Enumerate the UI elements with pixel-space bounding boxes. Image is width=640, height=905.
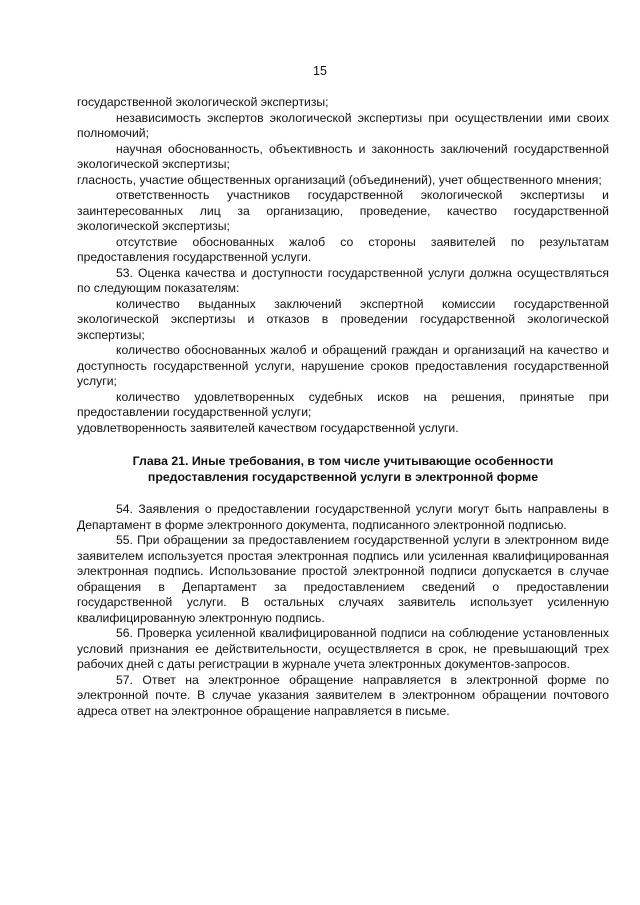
paragraph: ответственность участников государственной экологической экспертизы и заинтересованных лиц за организацию, проведение, качество государственной экологической экспертизы;	[77, 188, 609, 233]
paragraph: научная обоснованность, объективность и законность заключений государственной экологической экспертизы;	[77, 141, 609, 171]
page-number: 15	[313, 64, 327, 78]
paragraph: количество выданных заключений экспертной комиссии государственной экологической экспертизы и отказов в проведении государственной экологической экспертизы;	[77, 296, 609, 342]
paragraph: гласность, участие общественных организаций (объединений), учет общественного мнения;	[77, 172, 602, 187]
paragraph: 55. При обращении за предоставлением государственной услуги в электронном виде заявителем используется простая электронная подпись или усиленная квалифицированная электронная подпись. Использование простой электронной подписи допускается в случае обращения в Департамент за предоставлением сведений о предоставлении государственной услуги. В остальных случаях заявитель использует усиленную квалифицированную электронную подпись.	[77, 533, 609, 625]
chapter-heading-line: предоставления государственной услуги в электронной форме	[147, 469, 539, 484]
paragraph: 56. Проверка усиленной квалифицированной подписи на соблюдение установленных условий признания ее действительности, осуществляется в срок, не превышающий трех рабочих дней с даты регистрации в журнале учета электронных документов-запросов.	[77, 626, 609, 671]
document-body	[77, 95, 609, 719]
chapter-heading	[77, 454, 609, 485]
paragraph: количество обоснованных жалоб и обращений граждан и организаций на качество и доступность государственной услуги, нарушение сроков предоставления государственной услуги;	[77, 343, 609, 388]
paragraph: 53. Оценка качества и доступности государственной услуги должна осуществляться по следующим показателям:	[77, 265, 609, 295]
paragraph: независимость экспертов экологической экспертизы при осуществлении ими своих полномочий;	[77, 110, 609, 140]
paragraph: 57. Ответ на электронное обращение направляется в электронной форме по электронной почте. В случае указания заявителем в электронном обращении почтового адреса ответ на электронное обращение направляется в письме.	[77, 672, 609, 718]
chapter-heading-line: Глава 21. Иные требования, в том числе учитывающие особенности	[132, 454, 554, 468]
paragraph: 54. Заявления о предоставлении государственной услуги могут быть направлены в Департамент в форме электронного документа, подписанного электронной подписью.	[77, 502, 609, 532]
paragraph: государственной экологической экспертизы;	[77, 95, 329, 109]
paragraph: отсутствие обоснованных жалоб со стороны заявителей по результатам предоставления государственной услуги.	[77, 234, 609, 264]
paragraph: количество удовлетворенных судебных исков на решения, принятые при предоставлении государственной услуги;	[77, 389, 609, 419]
paragraph: удовлетворенность заявителей качеством государственной услуги.	[77, 420, 459, 435]
